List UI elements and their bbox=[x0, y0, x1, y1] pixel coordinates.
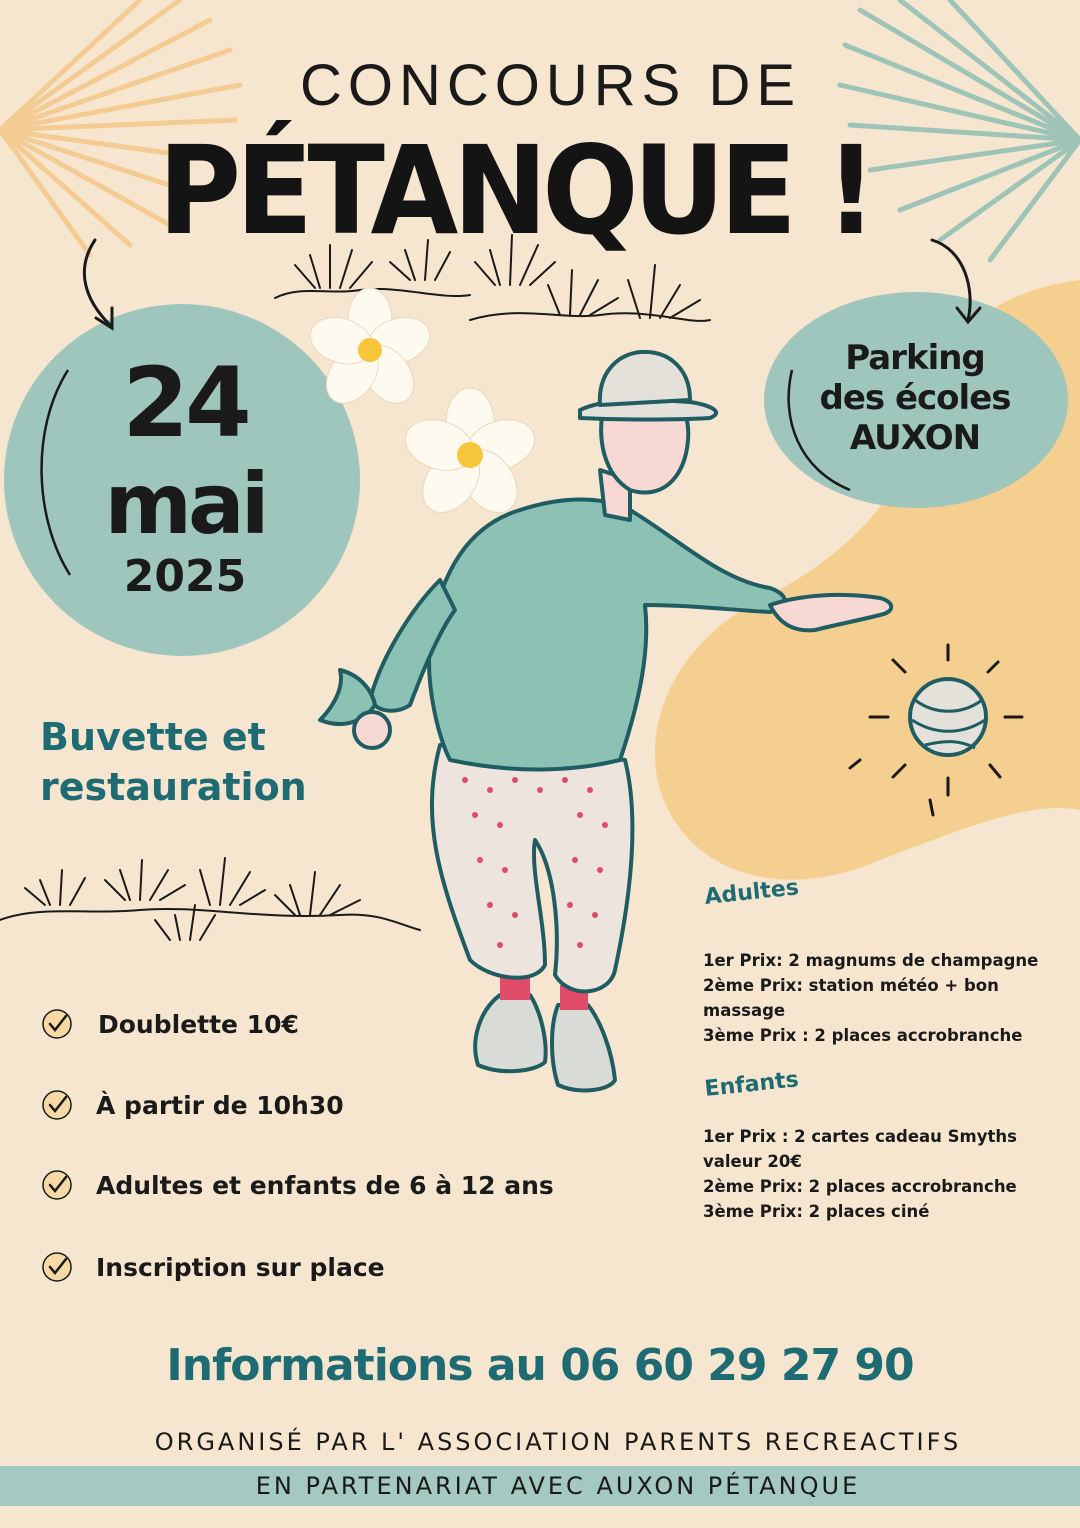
date-year: 2025 bbox=[123, 551, 247, 602]
prize-line: 2ème Prix: 2 places accrobranche bbox=[703, 1177, 1017, 1196]
prize-line: 3ème Prix : 2 places accrobranche bbox=[703, 1026, 1023, 1045]
check-circle-icon bbox=[40, 1088, 74, 1122]
buvette-line-1: Buvette et bbox=[40, 715, 266, 759]
prize-heading-enfants: Enfants bbox=[703, 1067, 800, 1102]
page-title: PÉTANQUE ! bbox=[158, 120, 872, 262]
prize-list-adultes bbox=[703, 948, 1053, 1048]
date-day: 24 bbox=[122, 347, 248, 459]
prize-line: massage bbox=[703, 1001, 786, 1020]
flower-icon bbox=[399, 388, 541, 523]
feature-label: Adultes et enfants de 6 à 12 ans bbox=[96, 1170, 554, 1200]
feature-item bbox=[40, 1168, 554, 1202]
feature-item bbox=[40, 1250, 385, 1284]
location bbox=[790, 338, 1040, 458]
feature-item bbox=[40, 1088, 344, 1122]
location-line-1: Parking bbox=[845, 338, 985, 378]
date-month: mai bbox=[104, 455, 266, 553]
prize-line: 1er Prix : 2 cartes cadeau Smyths bbox=[703, 1127, 1017, 1146]
feature-label: Inscription sur place bbox=[96, 1252, 385, 1282]
prize-line: 1er Prix: 2 magnums de champagne bbox=[703, 951, 1039, 970]
buvette-line-2: restauration bbox=[40, 765, 307, 809]
feature-label: À partir de 10h30 bbox=[96, 1090, 344, 1120]
info-phone: Informations au 06 60 29 27 90 bbox=[166, 1340, 914, 1391]
title-line-1: CONCOURS DE bbox=[300, 53, 802, 118]
check-circle-icon bbox=[40, 1168, 74, 1202]
partner: EN PARTENARIAT AVEC AUXON PÉTANQUE bbox=[255, 1472, 861, 1500]
feature-item bbox=[40, 1007, 299, 1041]
palm-leaf-right-icon bbox=[840, 0, 1080, 260]
prize-line: 2ème Prix: station météo + bon bbox=[703, 976, 999, 995]
buvette-text bbox=[40, 712, 400, 812]
prize-line: 3ème Prix: 2 places ciné bbox=[703, 1202, 930, 1221]
location-line-2: des écoles bbox=[819, 378, 1011, 418]
organizer: ORGANISÉ PAR L' ASSOCIATION PARENTS RECREACTIFS bbox=[154, 1428, 962, 1456]
check-circle-icon bbox=[40, 1007, 74, 1041]
grass-left-icon bbox=[0, 858, 420, 940]
location-line-3: AUXON bbox=[849, 418, 981, 458]
check-circle-icon bbox=[40, 1250, 74, 1284]
arrow-left-icon bbox=[84, 240, 112, 328]
feature-label: Doublette 10€ bbox=[98, 1009, 299, 1039]
prize-line: valeur 20€ bbox=[703, 1152, 802, 1171]
prize-list-enfants bbox=[703, 1124, 1053, 1224]
prize-heading-adultes: Adultes bbox=[703, 875, 800, 910]
